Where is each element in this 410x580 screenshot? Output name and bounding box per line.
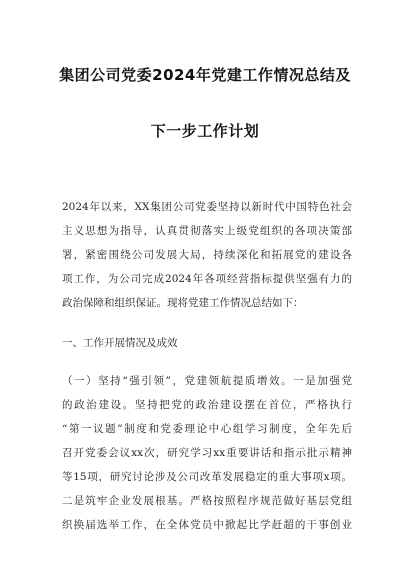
intro-line-3: 署，紧密围绕公司发展大局，持续深化和拓展党的建设各 [62, 249, 352, 261]
intro-line-5: 政治保障和组织保证。现将党建工作情况总结如下： [62, 297, 304, 309]
document-title-line-2: 下一步工作计划 [150, 122, 260, 140]
intro-line-2: 主义思想为指导，认真贯彻落实上级党组织的各项决策部 [62, 225, 352, 237]
body-line-4: 召开党委会议xx次，研究学习xx重要讲话和指示批示精神 [62, 447, 352, 459]
body-line-5: 等15项，研究讨论涉及公司改革发展稳定的重大事项x项。 [62, 471, 352, 483]
intro-line-4: 项工作，为公司完成2024年各项经营指标提供坚强有力的 [62, 273, 352, 285]
body-line-1: （一）坚持“强引领”，党建领航提质增效。一是加强党 [62, 375, 352, 387]
section-heading: 一、工作开展情况及成效 [62, 337, 178, 349]
body-line-2: 的政治建设。坚持把党的政治建设摆在首位，严格执行 [62, 399, 352, 411]
body-line-7: 织换届选举工作，在全体党员中掀起比学赶超的干事创业 [62, 519, 352, 531]
intro-line-1: 2024年以来，XX集团公司党委坚持以新时代中国特色社会 [62, 201, 352, 213]
body-line-6: 二是筑牢企业发展根基。严格按照程序规范做好基层党组 [62, 495, 352, 507]
body-line-3: “第一议题”制度和党委理论中心组学习制度，全年先后 [62, 423, 352, 435]
document-title-line-1: 集团公司党委2024年党建工作情况总结及 [59, 66, 351, 84]
